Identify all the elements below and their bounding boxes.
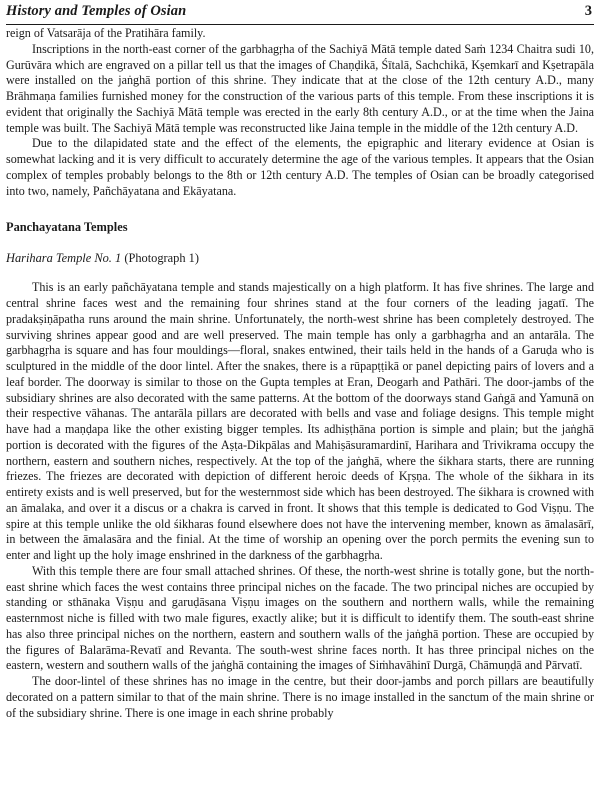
paragraph-dating: Due to the dilapidated state and the effect of the elements, the epigraphic and literary evidence at Osian is somewhat lacking and it is very difficult to accurately determine the age of the various temples. It appears that the Osian complex of temples probably belongs to the 8th or 12th century A.D. The temples of Osian can be broadly categorised into two, namely, Pañchāyatana and Ekāyatana. (6, 136, 594, 198)
page-number: 3 (584, 3, 592, 19)
header-rule (6, 24, 594, 25)
body-text (6, 26, 594, 721)
subsection-photo-ref: (Photograph 1) (124, 251, 199, 266)
paragraph-inscriptions: Inscriptions in the north-east corner of the garbhagṛha of the Sachiyā Mātā temple dated Saṁ 1234 Chaitra sudi 10, Gurūvāra which are engraved on a pillar tell us that the images of Chaṇḍikā, Śītalā, Sachchikā, Kṣemkarī and Kṣetrapāla were installed on the jaṅghā portion of this shrine. They indicate that at the close of the 12th century A.D., many Brāhmaṇa families furnished money for the construction of the various parts of this temple. From these inscriptions it is evident that originally the Sachiyā Mātā temple was erected in the early 8th century A.D., or at the time when the Jaina temple was built. The Sachiyā Mātā temple was reconstructed like Jaina temple in the middle of the 12th century A.D. (6, 41, 594, 135)
running-head: History and Temples of Osian (6, 3, 187, 19)
subsection-title: Harihara Temple No. 1 (6, 251, 122, 266)
paragraph-continuation: reign of Vatsarāja of the Pratihāra family. (6, 26, 206, 40)
paragraph-harihara-description: This is an early pañchāyatana temple and stands majestically on a high platform. It has five shrines. The large and central shrine faces west and the remaining four shrines stand at the four corners of the leading jagatī. The pradakṣiṇāpatha runs around the main shrine. Unfortunately, the north-west shrine has been completely destroyed. The surviving shrines appear good and are well preserved. The main temple has only a garbhagṛha and an antarāla. The garbhagṛha is square and has four mouldings—floral, snakes entwined, their tails held in the hands of a Garuḍa who is sculptured in the middle of the door lintel. After the snakes, there is a rūpapṭṭikā or panel depicting pairs of lovers and a leaf border. The doorway is similar to those on the Gupta temples at Eran, Deogarh and Pathāri. The door-jambs of the subsidiary shrines are also decorated with the same patterns. At the bottom of the doorways stand Gaṅgā and Yamunā on their respective vāhanas. The antarāla pillars are decorated with bells and vase and foliage designs. This temple might have had a maṇḍapa like the other existing bigger temples. Its adhiṣṭhāna portion is simple and plain; but the jaṅghā portion is decorated with the figures of the Aṣṭa-Dikpālas and Mahiṣāsuramardinī, Harihara and Trivikrama occupy the northern, eastern and southern niches, respectively. At the top of the jaṅghā, where the śikhara starts, there are running friezes. The friezes are decorated with depiction of different heroic deeds of Kṛṣṇa. The whole of the śikhara in its entirety exists and is well preserved, but for the westernmost side which has been destroyed. The śikhara is crowned with an āmalaka, and over it a discus or a chakra is carved in front. It shows that this temple is dedicated to God Viṣṇu. The spire at this temple unlike the old śikharas found elsewhere does not have the intervening member, known as āmalasārī, in between the āmalasāra and the finial. At the time of worship an opening over the porch permits the evening sun to enter and light up the holy image enshrined in the darkness of the garbhagṛha. (6, 280, 594, 562)
paragraph-door-lintel: The door-lintel of these shrines has no image in the centre, but their door-jambs and porch pillars are beautifully decorated on a pattern similar to that of the main shrine. There is no image installed in the sanctum of the main shrine or of the subsidiary shrine. There is one image in each shrine probably (6, 674, 594, 720)
subsection-heading (6, 250, 594, 266)
paragraph-attached-shrines: With this temple there are four small attached shrines. Of these, the north-west shrine is totally gone, but the north-east shrine which faces the west contains three principal niches on the facade. The two principal niches are occupied by standing or sthānaka Viṣṇu and garuḍāsana Viṣṇu images on the southern and northern walls, while the remaining easternmost niche is filled with two male figures, exactly alike; but it is difficult to identify them. The south-east shrine has also three principal niches on the northern, eastern and southern walls of the jaṅghā portion. These are occupied by the figures of Balarāma-Revatī and Revanta. The south-west shrine faces north. It has three principal niches on the eastern, western and southern walls of the jaṅghā containing the images of Siṁhavāhinī Durgā, Chāmuṇḍā and Pārvatī. (6, 563, 594, 673)
section-heading: Panchayatana Temples (6, 220, 128, 235)
